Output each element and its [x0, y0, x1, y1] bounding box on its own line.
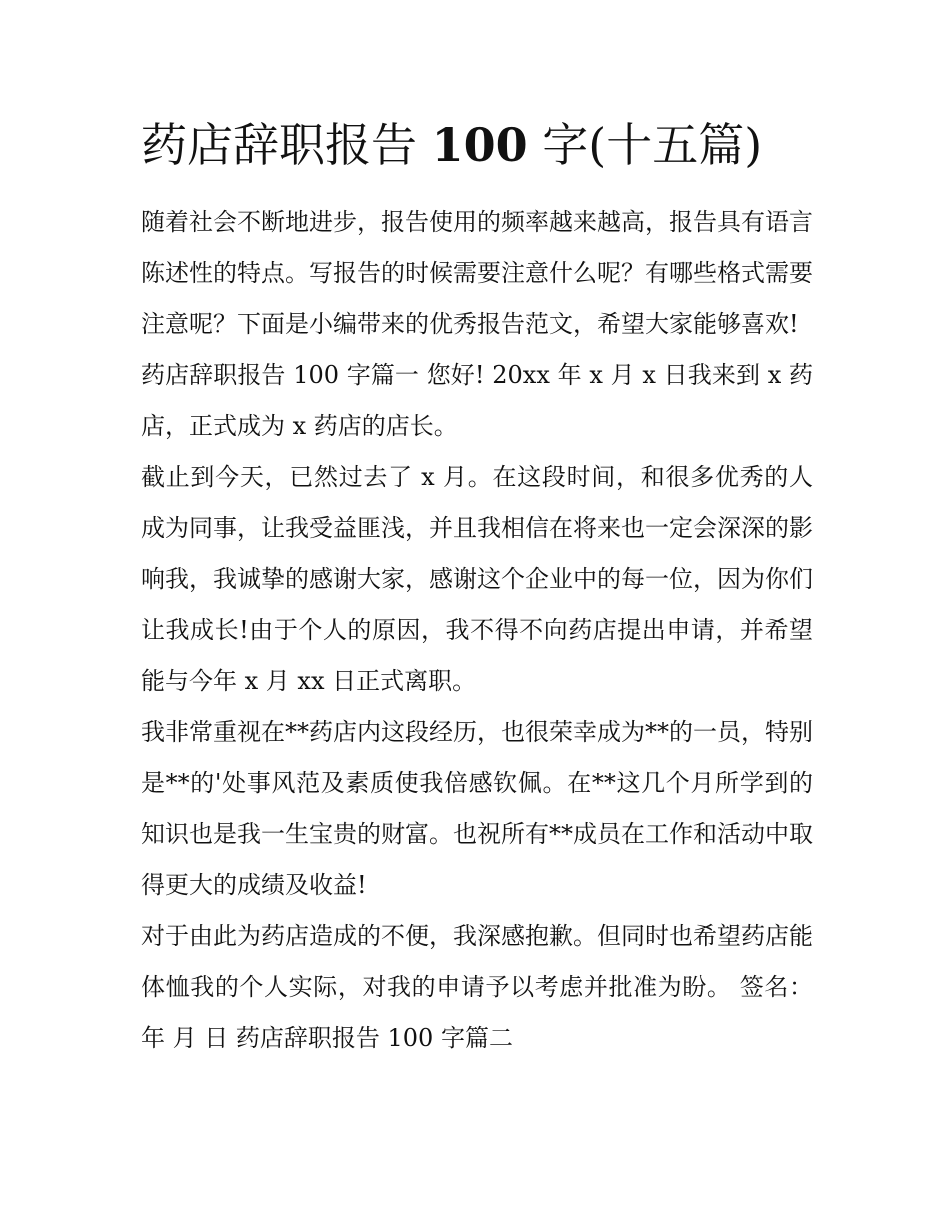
- document-title: [141, 110, 762, 180]
- title-text-1: 药店辞职报告: [141, 118, 432, 172]
- title-text-2: 字(十五篇): [527, 118, 763, 172]
- paragraph-reason: 截止到今天，已然过去了 x 月。在这段时间，和很多优秀的人成为同事，让我受益匪浅，并且我相信在将来也一定会深深的影响我，我诚挚的感谢大家，感谢这个企业中的每一位，因为你们让我成长!由于个人的原因，我不得不向药店提出申请，并希望能与今年 x 月 xx 日正式离职。: [141, 463, 813, 695]
- paragraph-closing: 对于由此为药店造成的不便，我深感抱歉。但同时也希望药店能体恤我的个人实际，对我的申请予以考虑并批准为盼。 签名： 年 月 日 药店辞职报告 100 字篇二: [141, 922, 813, 1052]
- document-body: [141, 197, 813, 1064]
- paragraph-gratitude: 我非常重视在**药店内这段经历，也很荣幸成为**的一员，特别是**的'处事风范及素质使我倍感钦佩。在**这几个月所学到的知识也是我一生宝贵的财富。也祝所有**成员在工作和活动中取得更大的成绩及收益!: [141, 718, 813, 899]
- paragraph-intro: 随着社会不断地进步，报告使用的频率越来越高，报告具有语言陈述性的特点。写报告的时候需要注意什么呢？有哪些格式需要注意呢？下面是小编带来的优秀报告范文，希望大家能够喜欢!: [141, 208, 813, 338]
- title-number: 100: [431, 118, 528, 172]
- paragraph-greeting: 药店辞职报告 100 字篇一 您好! 20xx 年 x 月 x 日我来到 x 药店，正式成为 x 药店的店长。: [141, 361, 813, 440]
